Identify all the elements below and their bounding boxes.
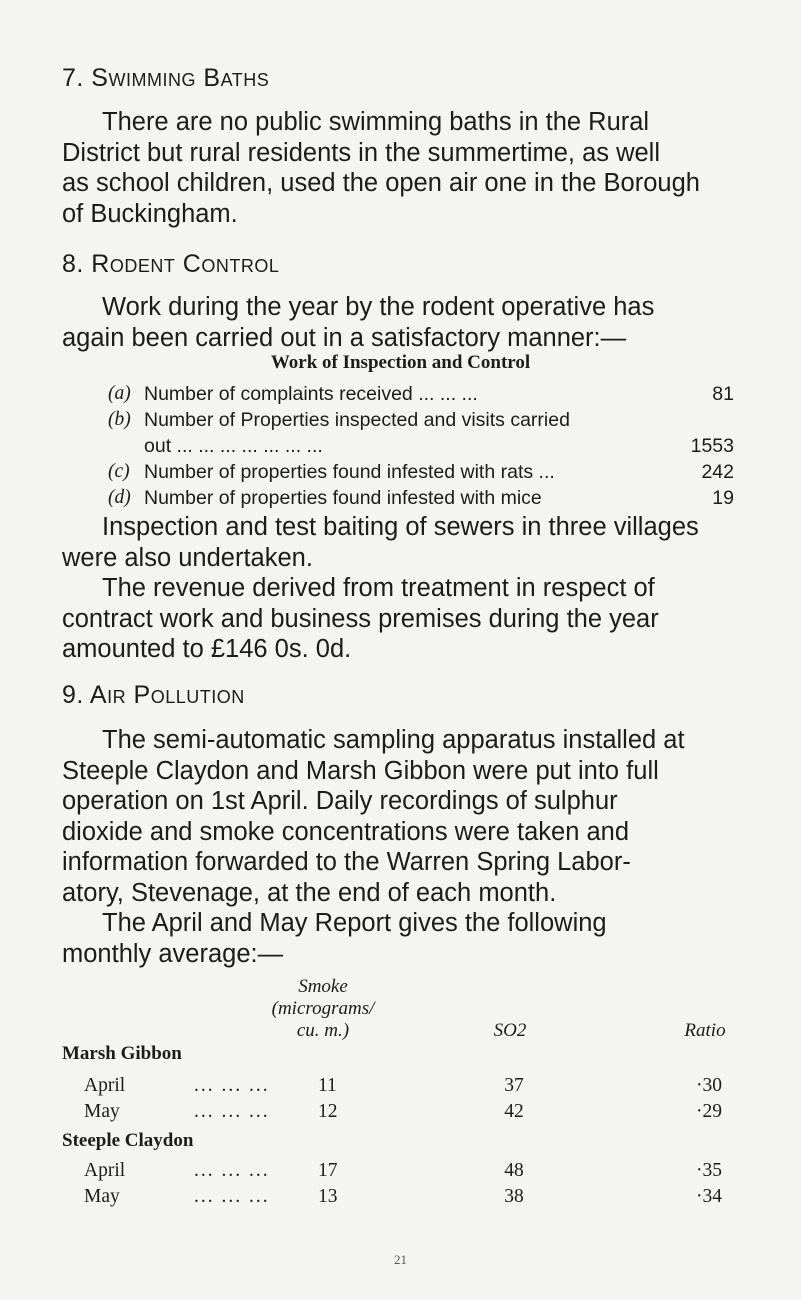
cell-smoke: 11 <box>318 1075 337 1096</box>
air-paragraph <box>62 725 742 969</box>
text-line: atory, Stevenage, at the end of each month. <box>62 878 557 907</box>
column-header-smoke <box>268 976 378 1042</box>
text-line: The revenue derived from treatment in respect of <box>102 574 655 602</box>
text-line: again been carried out in a satisfactory manner:— <box>62 323 627 352</box>
list-item-rats <box>108 459 734 485</box>
cell-month: April <box>84 1075 126 1096</box>
column-header-so2: SO2 <box>493 1020 527 1041</box>
item-value: 81 <box>712 383 734 405</box>
text-line: as school children, used the open air one in the Borough <box>62 169 700 197</box>
item-value <box>664 407 734 433</box>
text-line: contract work and business premises during the year <box>62 604 659 633</box>
item-value: 1553 <box>690 435 734 457</box>
cell-so2: 48 <box>504 1160 524 1181</box>
cell-so2: 42 <box>504 1101 524 1122</box>
cell-smoke: 12 <box>318 1101 338 1122</box>
page-number: 21 <box>394 1252 407 1267</box>
cell-ratio: ·35 <box>696 1160 722 1181</box>
text-line: were also undertaken. <box>62 543 313 572</box>
text-line: Work during the year by the rodent operative has <box>102 293 655 321</box>
cell-so2: 37 <box>504 1075 524 1096</box>
cell-leader-dots: ... ... ... <box>194 1160 270 1181</box>
item-label: (a) <box>108 383 131 404</box>
group-label-steeple-claydon: Steeple Claydon <box>62 1130 194 1151</box>
item-text: Number of properties found infested with mice <box>144 487 542 509</box>
cell-leader-dots: ... ... ... <box>194 1101 270 1122</box>
inspection-table-caption: Work of Inspection and Control <box>270 352 531 373</box>
section-heading-swimming-baths: 7. Swimming Baths <box>62 64 270 92</box>
item-text: out ... ... ... ... ... ... ... <box>144 435 323 457</box>
list-item-properties-inspected <box>108 407 734 433</box>
item-label <box>108 433 144 459</box>
header-line: cu. m.) <box>296 1020 350 1041</box>
item-value: 19 <box>712 487 734 509</box>
list-item-properties-inspected-cont <box>108 433 734 459</box>
cell-month: April <box>84 1160 126 1181</box>
text-line: The April and May Report gives the following <box>102 909 607 937</box>
table-row <box>84 1160 739 1186</box>
text-line: Steeple Claydon and Marsh Gibbon were put into full <box>62 756 659 785</box>
cell-month: May <box>84 1101 120 1122</box>
section-heading-rodent-control: 8. Rodent Control <box>62 250 280 278</box>
rodent-after-paragraph <box>62 512 742 665</box>
cell-so2: 38 <box>504 1186 524 1207</box>
cell-smoke: 17 <box>318 1160 338 1181</box>
table-row <box>84 1186 739 1212</box>
text-line: amounted to £146 0s. 0d. <box>62 635 352 663</box>
swimming-paragraph <box>62 107 742 229</box>
table-row <box>84 1075 739 1101</box>
item-label: (d) <box>108 487 131 508</box>
cell-ratio: ·29 <box>696 1101 722 1122</box>
text-line: There are no public swimming baths in the Rural <box>102 108 650 136</box>
cell-leader-dots: ... ... ... <box>194 1075 270 1096</box>
cell-month: May <box>84 1186 120 1207</box>
cell-ratio: ·34 <box>696 1186 722 1207</box>
text-line: information forwarded to the Warren Spring Labor- <box>62 848 631 876</box>
text-line: Inspection and test baiting of sewers in three villages <box>102 513 699 541</box>
item-value: 242 <box>701 461 734 483</box>
item-text: Number of properties found infested with rats ... <box>144 461 555 483</box>
text-line: of Buckingham. <box>62 199 238 228</box>
list-item-mice <box>108 485 734 511</box>
item-text: Number of Properties inspected and visits carried <box>144 409 570 431</box>
item-label: (c) <box>108 461 130 482</box>
table-row <box>84 1101 739 1127</box>
rodent-intro-paragraph <box>62 292 742 353</box>
item-label: (b) <box>108 409 131 430</box>
text-line: The semi-automatic sampling apparatus installed at <box>102 726 685 754</box>
section-heading-air-pollution: 9. Air Pollution <box>62 681 245 709</box>
cell-leader-dots: ... ... ... <box>194 1186 270 1207</box>
text-line: District but rural residents in the summertime, as well <box>62 138 661 167</box>
header-line: (micrograms/ <box>271 998 375 1019</box>
text-line: monthly average:— <box>62 939 284 968</box>
text-line: dioxide and smoke concentrations were taken and <box>62 817 630 846</box>
cell-ratio: ·30 <box>696 1075 722 1096</box>
header-line: Smoke <box>298 976 348 997</box>
group-label-marsh-gibbon: Marsh Gibbon <box>62 1043 182 1064</box>
list-item-complaints <box>108 381 734 407</box>
column-header-ratio: Ratio <box>684 1020 726 1041</box>
text-line: operation on 1st April. Daily recordings of sulphur <box>62 787 618 815</box>
item-text: Number of complaints received ... ... ... <box>144 383 478 405</box>
cell-smoke: 13 <box>318 1186 338 1207</box>
